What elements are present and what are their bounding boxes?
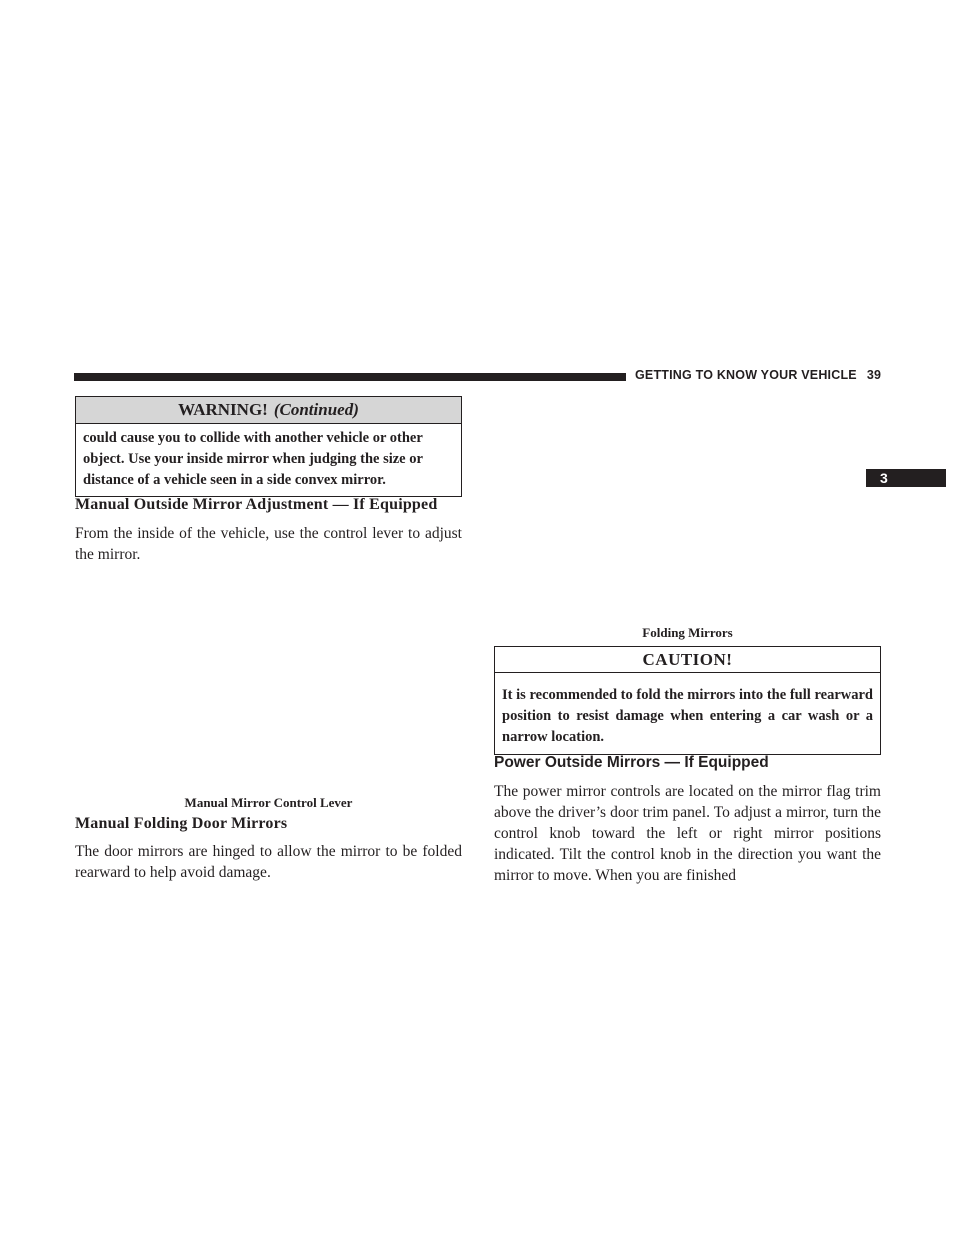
section-title: GETTING TO KNOW YOUR VEHICLE xyxy=(635,368,857,382)
running-header xyxy=(635,368,885,382)
para-manual-mirror-adjustment: From the inside of the vehicle, use the control lever to adjust the mirror. xyxy=(75,525,462,563)
caution-text: It is recommended to fold the mirrors into the full rearward position to resist damage when entering a car wash or a narrow location. xyxy=(502,687,873,745)
caution-box xyxy=(494,646,881,755)
caution-title: CAUTION! xyxy=(495,647,880,673)
heading-manual-folding-mirrors: Manual Folding Door Mirrors xyxy=(75,815,288,832)
header-rule xyxy=(74,373,626,381)
warning-continued: (Continued) xyxy=(273,400,359,419)
warning-header xyxy=(76,397,461,424)
warning-box xyxy=(75,396,462,497)
figure-folding-mirrors xyxy=(494,396,881,618)
chapter-tab: 3 xyxy=(866,469,946,487)
para-power-outside-mirrors: The power mirror controls are located on the mirror flag trim above the driver’s door trim panel. To adjust a mirror, turn the control knob toward the left or right mirror positions indicated. Tilt the control knob in the direction you want the mirror to move. When you are finished xyxy=(494,783,881,884)
figure-manual-mirror-control-lever xyxy=(75,578,462,788)
page-number: 39 xyxy=(866,368,882,382)
heading-power-outside-mirrors: Power Outside Mirrors — If Equipped xyxy=(494,754,769,771)
heading-manual-mirror-adjustment: Manual Outside Mirror Adjustment — If Equipped xyxy=(75,496,438,513)
caption-manual-mirror-control-lever: Manual Mirror Control Lever xyxy=(184,795,353,810)
para-manual-folding-mirrors: The door mirrors are hinged to allow the mirror to be folded rearward to help avoid damage. xyxy=(75,843,462,881)
caption-folding-mirrors: Folding Mirrors xyxy=(642,625,733,640)
warning-text: could cause you to collide with another vehicle or other object. Use your inside mirror when judging the size or distance of a vehicle seen in a side convex mirror. xyxy=(83,430,423,488)
warning-title: WARNING! xyxy=(178,400,268,419)
